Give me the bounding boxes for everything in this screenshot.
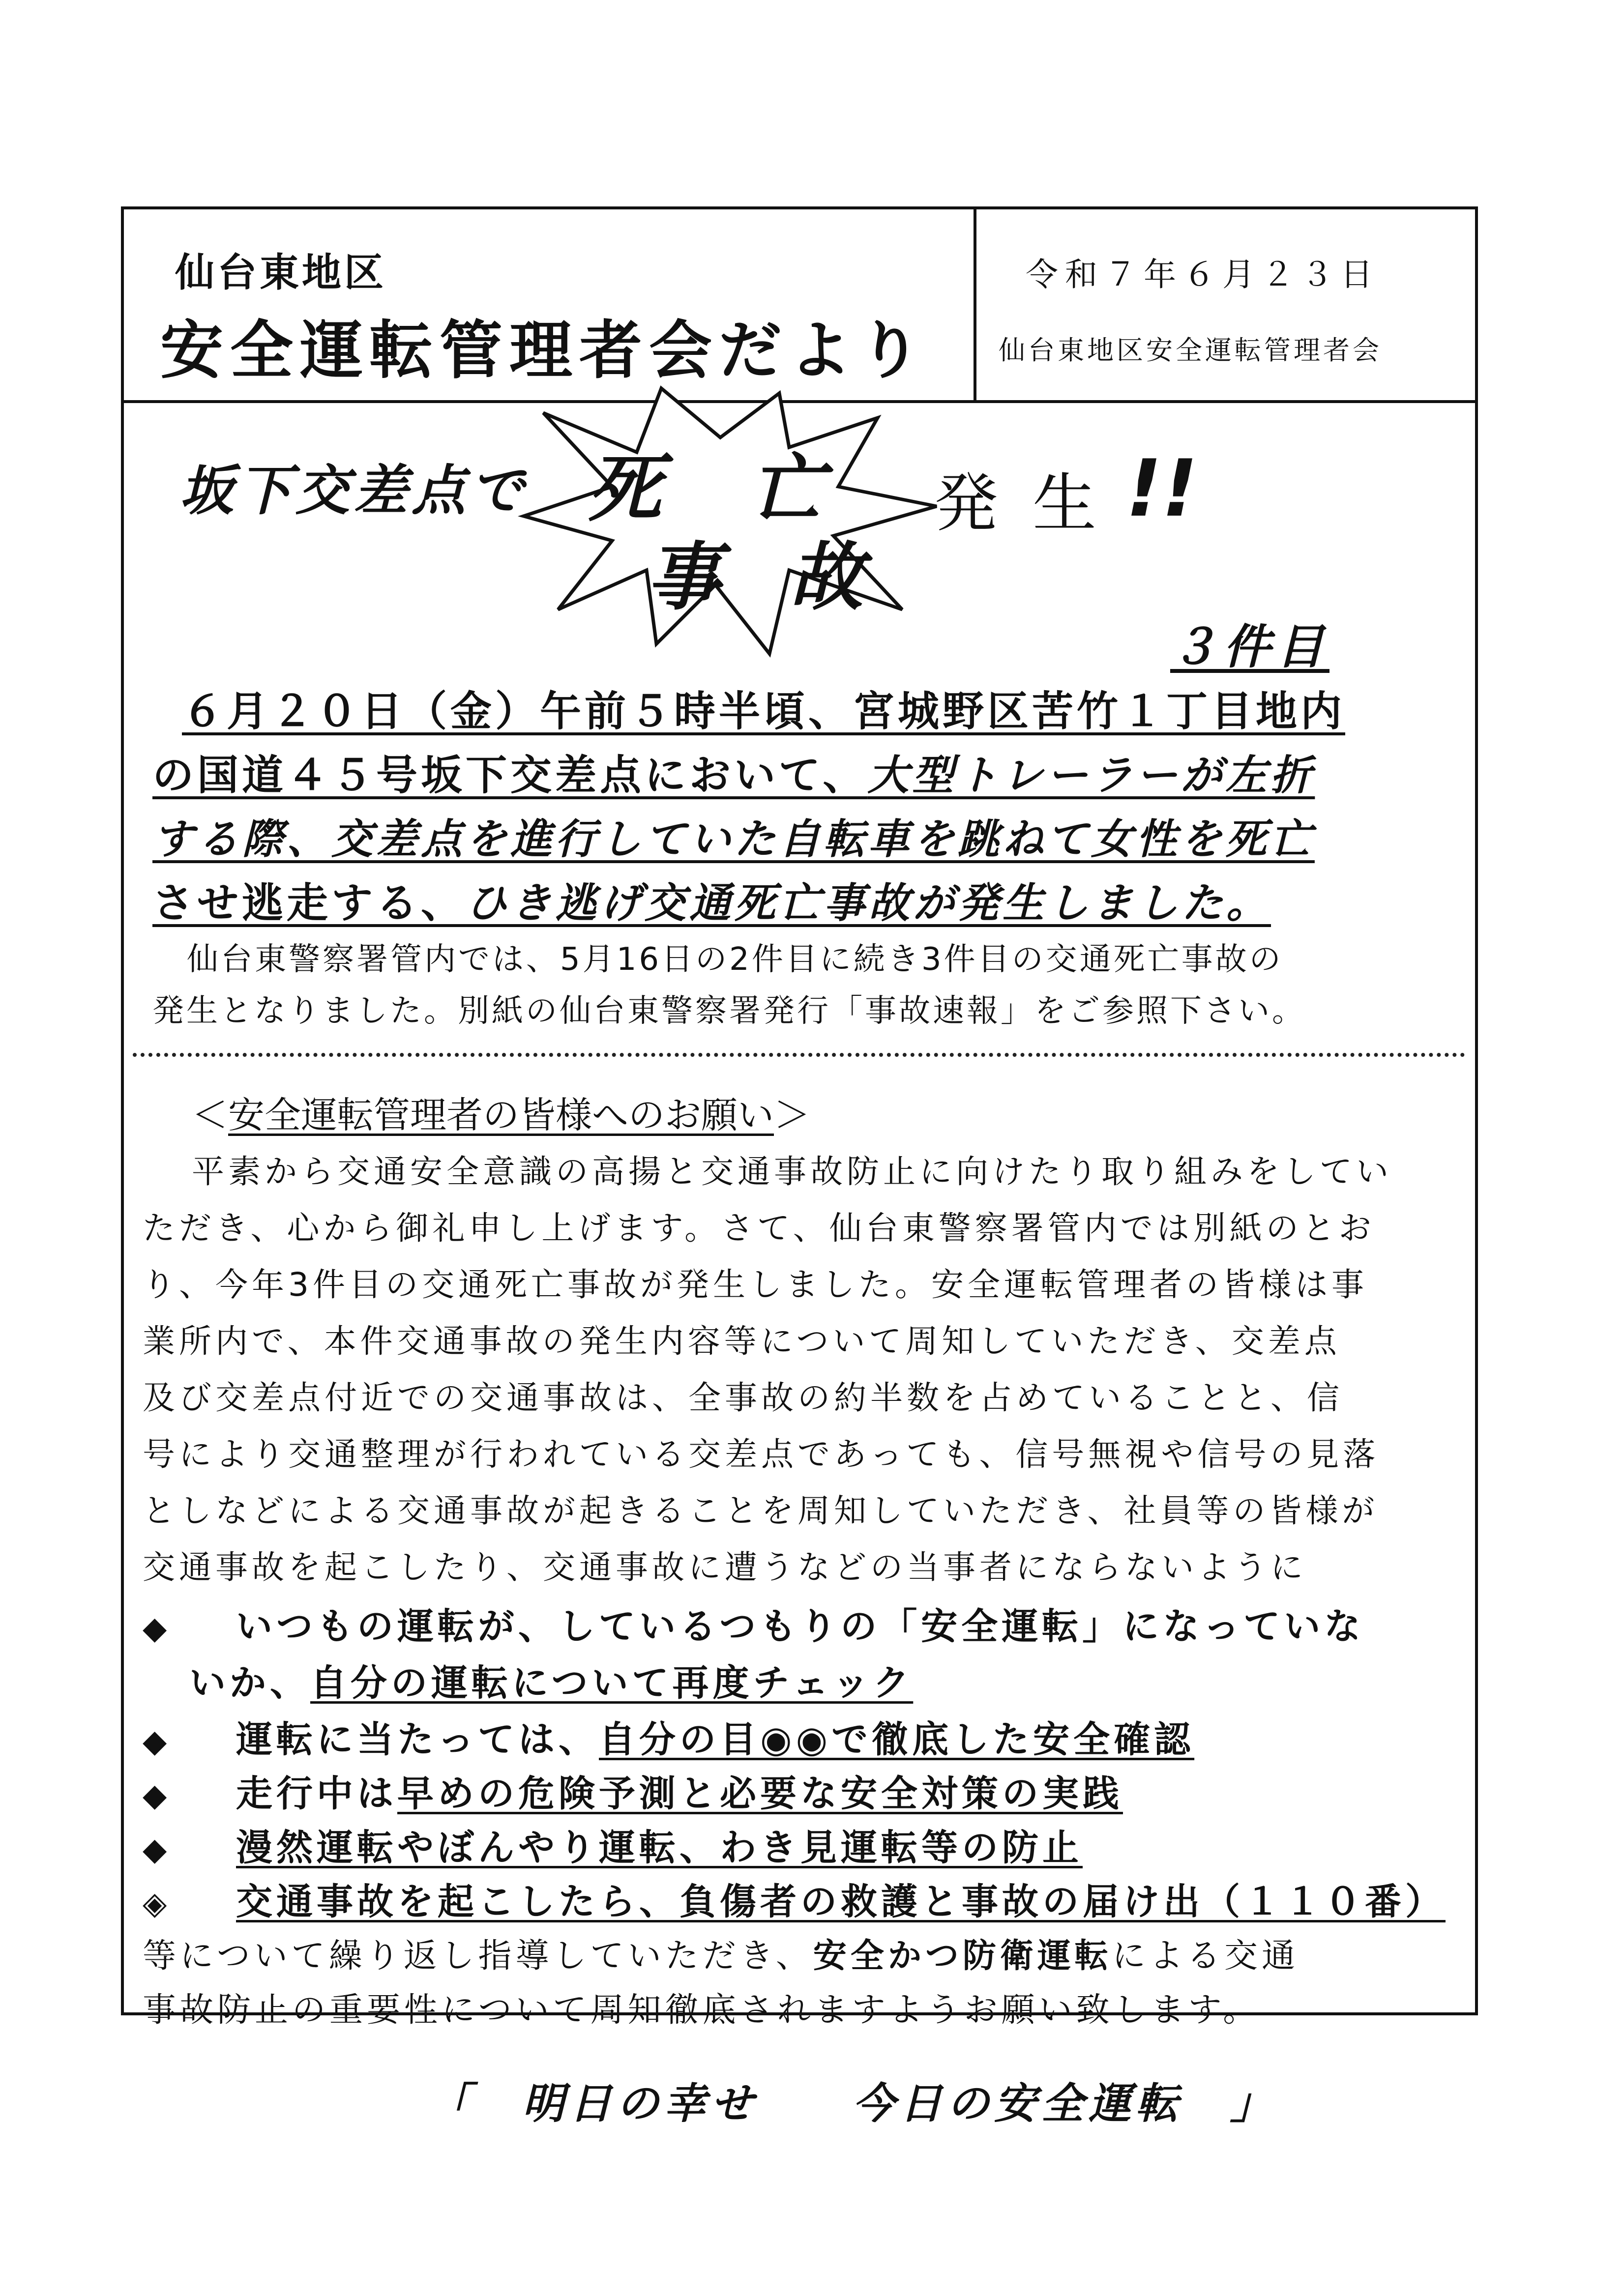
closing-line-2: 事故防止の重要性について周知徹底されますようお願い致します。: [143, 1991, 1261, 2030]
closing-1-b: 安全かつ防衛運転: [813, 1937, 1112, 1976]
burst-char-1: 死: [588, 446, 662, 532]
bullet-4-text: 漫然運転やぼんやり運転、わき見運転等の防止: [236, 1827, 1083, 1869]
bullet-1-cont-b: 自分の運転について再度チェック: [310, 1662, 914, 1704]
request-line-5: 及び交差点付近での交通事故は、全事故の約半数を占めていることと、信: [143, 1379, 1343, 1417]
burst-char-4: 故: [789, 535, 863, 620]
header-info-box: [976, 206, 1478, 403]
bullet-2-text-a: 運転に当たっては、: [236, 1718, 599, 1761]
diamond-bullet-icon: ◆: [143, 1831, 171, 1868]
headline-suffix: 発生: [934, 466, 1131, 541]
explosion-burst-icon: [514, 378, 946, 664]
area-name: 仙台東地区: [175, 250, 386, 295]
burst-char-3: 事: [647, 535, 721, 620]
request-line-7: としなどによる交通事故が起きることを周知していただき、社員等の皆様が: [143, 1492, 1379, 1530]
diamond-bullet-icon: ◆: [143, 1723, 171, 1760]
closing-line-1: [143, 1929, 1299, 1977]
closing-1-a: 等について繰り返し指導していただき、: [143, 1937, 813, 1976]
request-line-2: ただき、心から御礼申し上げます。さて、仙台東警察署管内では別紙のとお: [143, 1209, 1375, 1247]
bullet-item-2: [143, 1711, 1194, 1763]
headline-prefix: 坂下交差点で: [179, 459, 528, 522]
incident-line-2-a: の国道４５号坂下交差点において、: [152, 751, 868, 799]
diamond-bullet-icon: ◆: [143, 1777, 171, 1814]
section-heading: [192, 1086, 810, 1138]
incident-line-2: [152, 742, 1315, 802]
bullet-2-text-b: 自分の目◉◉で徹底した安全確認: [599, 1718, 1195, 1761]
bullet-3-text-b: 早めの危険予測と必要な安全対策の実践: [397, 1773, 1123, 1815]
incident-line-4-b: ひき逃げ交通死亡事故が発生しました。: [466, 879, 1271, 927]
exclamation-mark: !!: [1126, 442, 1198, 534]
incident-line-2-b: 大型トレーラーが左折: [867, 751, 1315, 799]
request-line-1: 平素から交通安全意識の高揚と交通事故防止に向けたり取り組みをしてい: [192, 1153, 1392, 1191]
bullet-item-5: [143, 1873, 1446, 1925]
request-line-6: 号により交通整理が行われている交差点であっても、信号無視や信号の見落: [143, 1435, 1380, 1473]
safety-slogan: 「 明日の幸せ 今日の安全運転 」: [428, 2079, 1277, 2128]
incident-line-3: する際、交差点を進行していた自転車を跳ねて女性を死亡: [152, 815, 1315, 863]
request-line-8: 交通事故を起こしたり、交通事故に遭うなどの当事者にならないように: [143, 1548, 1307, 1586]
issue-date: 令和７年６月２３日: [1026, 256, 1380, 293]
incident-line-4: [152, 870, 1271, 930]
incident-line-4-a: させ逃走する、: [152, 879, 466, 927]
fatal-accident-burst: [514, 378, 946, 664]
note-line-2: 発生となりました。別紙の仙台東警察署発行「事故速報」をご参照下さい。: [152, 993, 1306, 1029]
request-line-3: り、今年3件目の交通死亡事故が発生しました。安全運転管理者の皆様は事: [143, 1266, 1368, 1304]
burst-char-2: 亡: [750, 446, 824, 532]
heading-open-bracket: ＜: [192, 1094, 228, 1136]
dotted-divider: [133, 1053, 1465, 1057]
publisher: 仙台東地区安全運転管理者会: [999, 335, 1382, 366]
bullet-item-1-continued: [189, 1654, 913, 1706]
heading-text: 安全運転管理者の皆様へのお願い: [228, 1094, 774, 1136]
bullet-item-4: [143, 1819, 1083, 1871]
case-number: ３件目: [1170, 619, 1329, 674]
bullet-item-3: [143, 1765, 1123, 1817]
incident-line-1: ６月２０日（金）午前５時半頃、宮城野区苦竹１丁目地内: [182, 687, 1346, 735]
bullet-3-text-a: 走行中は: [236, 1773, 397, 1815]
bullet-1-text: いつもの運転が、しているつもりの「安全運転」になっていな: [236, 1605, 1365, 1648]
bullet-5-text: 交通事故を起こしたら、負傷者の救護と事故の届け出（１１０番）: [236, 1881, 1446, 1923]
closing-1-c: による交通: [1112, 1937, 1299, 1976]
patterned-diamond-bullet-icon: ◈: [143, 1886, 171, 1922]
bullet-item-1: [143, 1598, 1364, 1650]
request-line-4: 業所内で、本件交通事故の発生内容等について周知していただき、交差点: [143, 1322, 1341, 1360]
bullet-1-cont-a: いか、: [189, 1662, 310, 1704]
note-line-1: 仙台東警察署管内では、5月16日の2件目に続き3件目の交通死亡事故の: [187, 941, 1283, 978]
header-title-box: [121, 206, 976, 403]
heading-close-bracket: ＞: [774, 1094, 810, 1136]
newsletter-title: 安全運転管理者会だより: [160, 314, 929, 387]
diamond-bullet-icon: ◆: [143, 1610, 171, 1647]
